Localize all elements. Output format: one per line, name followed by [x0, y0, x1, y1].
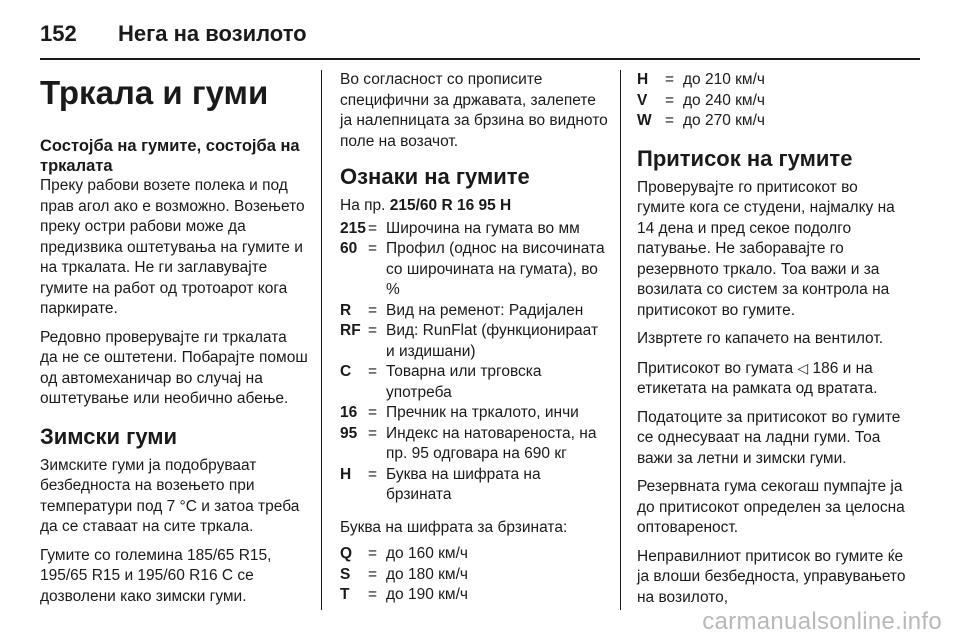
definition-key: W: [637, 112, 652, 129]
definition-equals: =: [368, 301, 378, 319]
speed-code-list: [340, 544, 608, 606]
paragraph: Зимските гуми ја подобруваат безбедноста на возењето при температури под 7 °C и затоа треба да се ставаат на сите тркала.: [40, 456, 300, 535]
example-code: 215/60 R 16 95 H: [389, 197, 512, 214]
definition-value: Широчина на гумата во мм: [386, 219, 580, 237]
paragraph: Редовно проверувајте ги тркалата да не се оштетени. Побарајте помош од автомеханичар во случај на оштетување или необично абење.: [40, 328, 308, 407]
definition-equals: =: [368, 322, 378, 339]
definition-value: Вид на ременот: Радијален: [386, 301, 584, 319]
definition-row: [637, 91, 909, 112]
definition-value: Буква на шифрата на брзината: [386, 465, 541, 503]
paragraph: Буква на шифрата за брзината:: [340, 518, 568, 536]
definition-key: 95: [340, 424, 358, 442]
section-title: Тркала и гуми: [40, 74, 269, 111]
definition-value: до 270 км/ч: [683, 112, 765, 129]
running-title: Нега на возилото: [118, 21, 307, 46]
definition-row: [340, 565, 608, 586]
column-divider: [321, 70, 322, 610]
definition-equals: =: [368, 404, 378, 421]
paragraph: Неправилниот притисок во гумите ќе ја влоши безбедноста, управувањето на возилото,: [637, 547, 906, 606]
column-left: [40, 70, 308, 614]
definition-key: R: [340, 301, 352, 319]
definition-key: V: [637, 91, 648, 109]
definition-equals: =: [368, 363, 378, 380]
header-rule: [40, 58, 920, 60]
definition-row: [340, 544, 608, 565]
subsection-title: Состојба на гумите, состојба на тркалата: [40, 137, 300, 175]
section-heading: Притисок на гумите: [637, 145, 853, 171]
column-right: [637, 70, 909, 614]
definition-value: Индекс на натовареноста, на пр. 95 одговара на 690 кг: [386, 424, 597, 462]
definition-value: до 240 км/ч: [683, 91, 765, 109]
definition-value: Пречник на тркалото, инчи: [386, 404, 579, 421]
paragraph: Притисокот во гумата ◁ 186 и на етикетата на рамката од вратата.: [637, 359, 878, 397]
definition-key: 16: [340, 404, 358, 421]
page-number: 152: [40, 21, 77, 46]
example-line: [340, 196, 608, 217]
paragraph: Извртете го капачето на вентилот.: [637, 330, 884, 347]
definition-value: до 180 км/ч: [386, 565, 468, 583]
definition-equals: =: [368, 240, 378, 257]
watermark: carmanualsonline.info: [702, 608, 942, 635]
definition-equals: =: [368, 586, 378, 603]
definition-row: [340, 301, 608, 322]
tire-code-definitions: [340, 219, 608, 506]
definition-row: [340, 362, 608, 403]
definition-key: 60: [340, 240, 358, 257]
paragraph: Гумите со големина 185/65 R15, 195/65 R15 и 195/60 R16 C се дозволени како зимски гуми.: [40, 546, 272, 605]
definition-key: Q: [340, 545, 353, 562]
definition-row: [340, 239, 608, 301]
definition-equals: =: [368, 424, 378, 442]
definition-row: [340, 465, 608, 506]
definition-key: T: [340, 586, 350, 603]
definition-key: 215: [340, 219, 366, 237]
definition-key: C: [340, 363, 352, 380]
paragraph: Во согласност со прописите специфични за државата, залепете ја налепницата за брзина во видното поле на возачот.: [340, 71, 608, 150]
speed-code-list: [637, 70, 909, 132]
definition-equals: =: [368, 465, 378, 483]
definition-row: [340, 424, 608, 465]
definition-value: Товарна или трговска употреба: [386, 363, 542, 401]
definition-value: до 210 км/ч: [683, 71, 765, 88]
page-header: [40, 14, 307, 54]
definition-value: Профил (однос на височината со широчината на гумата), во %: [386, 240, 605, 298]
definition-value: до 160 км/ч: [386, 545, 468, 562]
definition-key: RF: [340, 322, 361, 339]
definition-value: до 190 км/ч: [386, 586, 468, 603]
definition-equals: =: [665, 71, 675, 88]
column-middle: [340, 70, 608, 614]
definition-row: [340, 219, 608, 240]
definition-key: H: [637, 71, 649, 88]
definition-row: [340, 403, 608, 424]
definition-equals: =: [368, 545, 378, 562]
paragraph: Преку рабови возете полека и под прав агол ако е возможно. Возењето преку остри рабови може да предизвика оштетувања на гумите и на тркалата. Не ги заглавувајте гумите на работ од тротоарот кога паркирате.: [40, 177, 305, 317]
definition-row: [637, 70, 909, 91]
definition-row: [637, 111, 909, 132]
definition-row: [340, 585, 608, 606]
definition-equals: =: [368, 219, 378, 237]
definition-key: S: [340, 565, 351, 583]
definition-equals: =: [665, 91, 675, 109]
example-prefix: На пр.: [340, 197, 390, 214]
definition-equals: =: [665, 112, 675, 129]
paragraph: Податоците за притисокот во гумите се однесуваат на ладни гуми. Тоа важи за летни и зимски гуми.: [637, 408, 901, 467]
paragraph: Проверувајте го притисокот во гумите кога се студени, најмалку на 14 дена и пред секое подолго патување. Не заборавајте го резервното тркало. Тоа важи и за возилата со систем за контрола на притисокот во гумите.: [637, 178, 895, 319]
definition-value: Вид: RunFlat (функционираат и издишани): [386, 322, 599, 360]
paragraph: Резервната гума секогаш пумпајте ја до притисокот определен за целосна оптовареност.: [637, 478, 905, 536]
column-divider: [620, 70, 621, 610]
definition-row: [340, 321, 608, 362]
section-heading: Зимски гуми: [40, 423, 178, 449]
page-reference-icon: ◁: [797, 359, 809, 376]
section-heading: Ознаки на гумите: [340, 164, 530, 189]
definition-equals: =: [368, 565, 378, 583]
definition-key: H: [340, 465, 352, 483]
